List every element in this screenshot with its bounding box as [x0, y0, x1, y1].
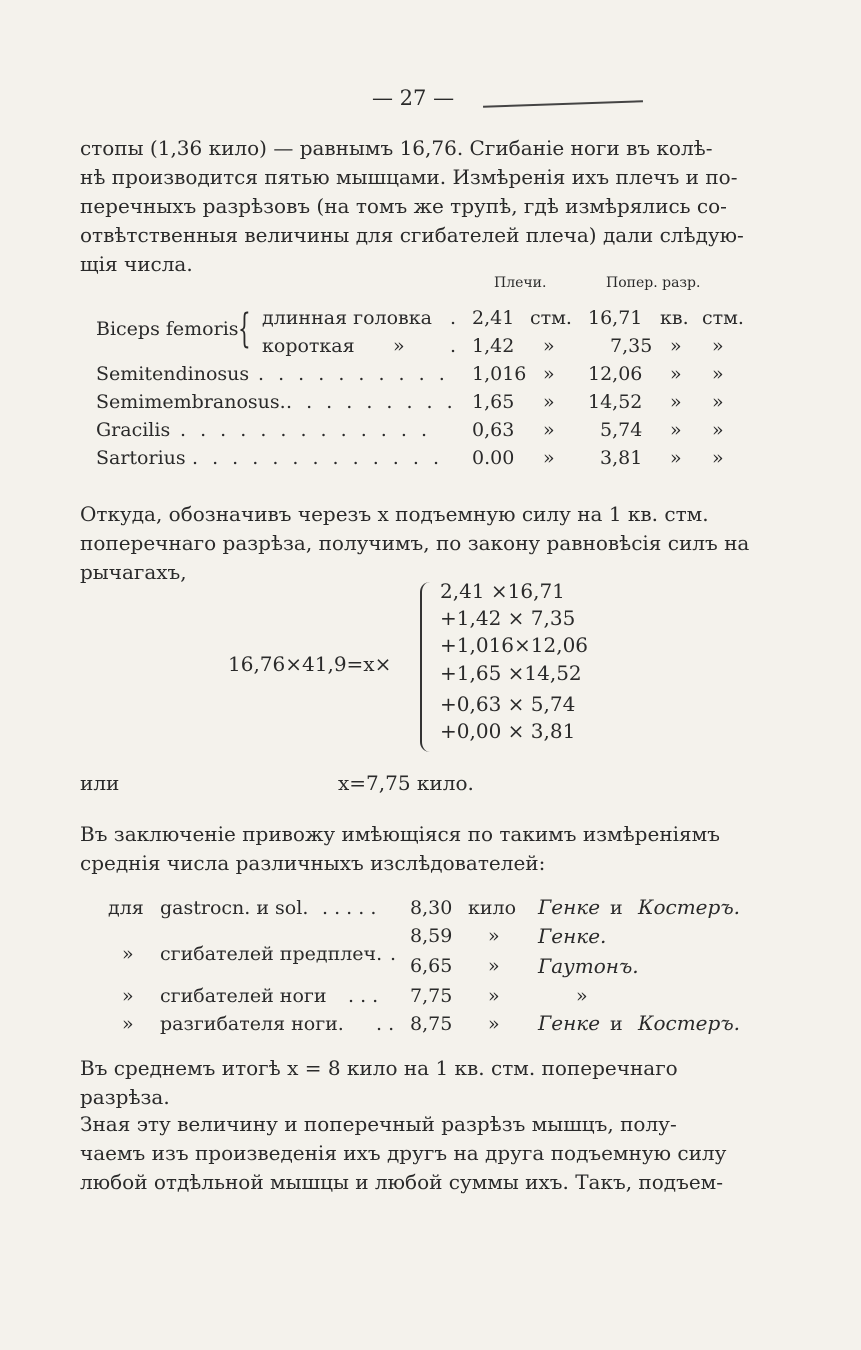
- text-line: Откуда, обозначивъ черезъ x подъемную силу на 1 кв. стм.: [80, 502, 709, 526]
- row-dots: . .: [376, 1013, 395, 1035]
- equation-brace: [420, 582, 436, 752]
- text-line: среднія числа различныхъ изслѣдователей:: [80, 851, 546, 875]
- row-author: Костеръ.: [638, 895, 741, 919]
- row-arm-unit: »: [543, 363, 555, 385]
- row-name: Gracilis: [96, 419, 171, 441]
- row-arm-unit: стм.: [530, 307, 572, 329]
- row-author: Генке: [538, 1011, 601, 1035]
- row-name: короткая: [262, 335, 355, 357]
- row-area-unit: »: [712, 419, 724, 441]
- row-arm: 0,63: [472, 419, 515, 441]
- row-name: длинная головка: [262, 307, 432, 329]
- text-line: чаемъ изъ произведенія ихъ другъ на друга подъемную силу: [80, 1141, 727, 1165]
- column-header-arm: Плечи.: [494, 275, 547, 291]
- row-area: 5,74: [600, 419, 643, 441]
- row-author-and: и: [610, 897, 623, 919]
- row-area-unit: »: [712, 447, 724, 469]
- row-arm-unit: »: [543, 391, 555, 413]
- row-arm: 1,016: [472, 363, 527, 385]
- row-dots: . . .: [348, 985, 379, 1007]
- row-arm: 2,41: [472, 307, 515, 329]
- row-arm-unit: »: [543, 419, 555, 441]
- row-author: Генке.: [538, 924, 607, 948]
- row-value: 8,75: [410, 1013, 453, 1035]
- row-name: Semimembranosus.: [96, 391, 286, 413]
- row-area-unit: »: [670, 447, 682, 469]
- row-prefix: »: [122, 1013, 134, 1035]
- result-label: или: [80, 771, 120, 795]
- row-dots: . . . . . . . . . . . . .: [180, 419, 431, 441]
- text-line: щія числа.: [80, 252, 193, 276]
- result-value: x=7,75 кило.: [338, 771, 474, 795]
- paragraph-1: [80, 134, 760, 279]
- text-line: отвѣтственныя величины для сгибателей плеча) дали слѣдую-: [80, 223, 744, 247]
- paragraph-5: [80, 1110, 760, 1197]
- row-dots: .: [390, 943, 397, 965]
- row-area-unit: »: [712, 391, 724, 413]
- row-area: 12,06: [588, 363, 643, 385]
- row-value: 8,59: [410, 925, 453, 947]
- paragraph-3: [80, 820, 760, 878]
- row-area-unit: »: [670, 363, 682, 385]
- row-name: сгибателей ноги: [160, 985, 327, 1007]
- text-line: Въ среднемъ итогѣ x = 8 кило на 1 кв. стм. поперечнаго: [80, 1056, 678, 1080]
- row-author-and: и: [610, 1013, 623, 1035]
- row-prefix: »: [122, 943, 134, 965]
- row-area: 3,81: [600, 447, 643, 469]
- equation-term: +1,016⨯12,06: [440, 633, 589, 657]
- row-author: Генке: [538, 895, 601, 919]
- equation-term: +0,63 ⨯ 5,74: [440, 692, 576, 716]
- row-dots: .: [450, 335, 457, 357]
- row-area-unit: »: [670, 419, 682, 441]
- row-ditto: »: [393, 335, 405, 357]
- text-line: рычагахъ,: [80, 560, 187, 584]
- row-arm-unit: »: [543, 335, 555, 357]
- row-author: »: [576, 985, 588, 1007]
- row-prefix: для: [108, 897, 144, 919]
- row-area-unit: »: [712, 335, 724, 357]
- text-line: перечныхъ разрѣзовъ (на томъ же трупѣ, гдѣ измѣрялись со-: [80, 194, 727, 218]
- row-area-unit: стм.: [702, 307, 744, 329]
- row-author: Гаутонъ.: [538, 954, 639, 978]
- row-name: разгибателя ноги.: [160, 1013, 344, 1035]
- text-line: Въ заключеніе привожу имѣющіяся по такимъ измѣреніямъ: [80, 822, 720, 846]
- row-dots: . . . . . . . . .: [286, 391, 457, 413]
- equation-term: 2,41 ⨯16,71: [440, 579, 565, 603]
- row-unit: »: [488, 985, 500, 1007]
- equation-term: +0,00 ⨯ 3,81: [440, 719, 576, 743]
- row-value: 6,65: [410, 955, 453, 977]
- paragraph-2: [80, 500, 760, 587]
- row-dots: . . . . . . . . . . . . .: [192, 447, 443, 469]
- row-value: 7,75: [410, 985, 453, 1007]
- row-arm-unit: »: [543, 447, 555, 469]
- row-author: Костеръ.: [638, 1011, 741, 1035]
- text-line: Зная эту величину и поперечный разрѣзъ мышцъ, полу-: [80, 1112, 677, 1136]
- row-name: сгибателей предплеч.: [160, 943, 383, 965]
- row-prefix: »: [122, 985, 134, 1007]
- row-area-unit: »: [712, 363, 724, 385]
- equation-term: +1,42 ⨯ 7,35: [440, 606, 576, 630]
- row-area-unit: кв.: [660, 307, 689, 329]
- row-area: 14,52: [588, 391, 643, 413]
- row-dots: . . . . . . . . . .: [258, 363, 449, 385]
- row-dots: .: [450, 307, 457, 329]
- header-rule: [483, 100, 643, 108]
- row-unit: »: [488, 1013, 500, 1035]
- text-line: любой отдѣльной мышцы и любой суммы ихъ. Такъ, подъем-: [80, 1170, 723, 1194]
- row-unit: кило: [468, 897, 517, 919]
- row-name: Semitendinosus: [96, 363, 250, 385]
- row-area: 16,71: [588, 307, 643, 329]
- row-value: 8,30: [410, 897, 453, 919]
- group-label: Biceps femoris: [96, 318, 239, 340]
- row-dots: . . . . .: [322, 897, 377, 919]
- row-area-unit: »: [670, 391, 682, 413]
- row-area: 7,35: [610, 335, 653, 357]
- paragraph-4: [80, 1054, 760, 1112]
- row-area-unit: »: [670, 335, 682, 357]
- equation-lhs: 16,76⨯41,9=x⨯: [228, 652, 392, 676]
- brace-symbol: {: [238, 306, 251, 352]
- row-name: gastrocn. и sol.: [160, 897, 309, 919]
- row-arm: 1,65: [472, 391, 515, 413]
- row-unit: »: [488, 925, 500, 947]
- row-arm: 1,42: [472, 335, 515, 357]
- row-arm: 0.00: [472, 447, 515, 469]
- text-line: поперечнаго разрѣза, получимъ, по закону равновѣсія силъ на: [80, 531, 750, 555]
- row-unit: »: [488, 955, 500, 977]
- text-line: разрѣза.: [80, 1085, 170, 1109]
- column-header-area: Попер. разр.: [606, 275, 701, 291]
- row-name: Sartorius: [96, 447, 186, 469]
- text-line: стопы (1,36 кило) — равнымъ 16,76. Сгибаніе ноги въ колѣ-: [80, 136, 713, 160]
- page-number: — 27 —: [372, 86, 455, 110]
- equation-term: +1,65 ⨯14,52: [440, 661, 582, 685]
- text-line: нѣ производится пятью мышцами. Измѣренія ихъ плечъ и по-: [80, 165, 738, 189]
